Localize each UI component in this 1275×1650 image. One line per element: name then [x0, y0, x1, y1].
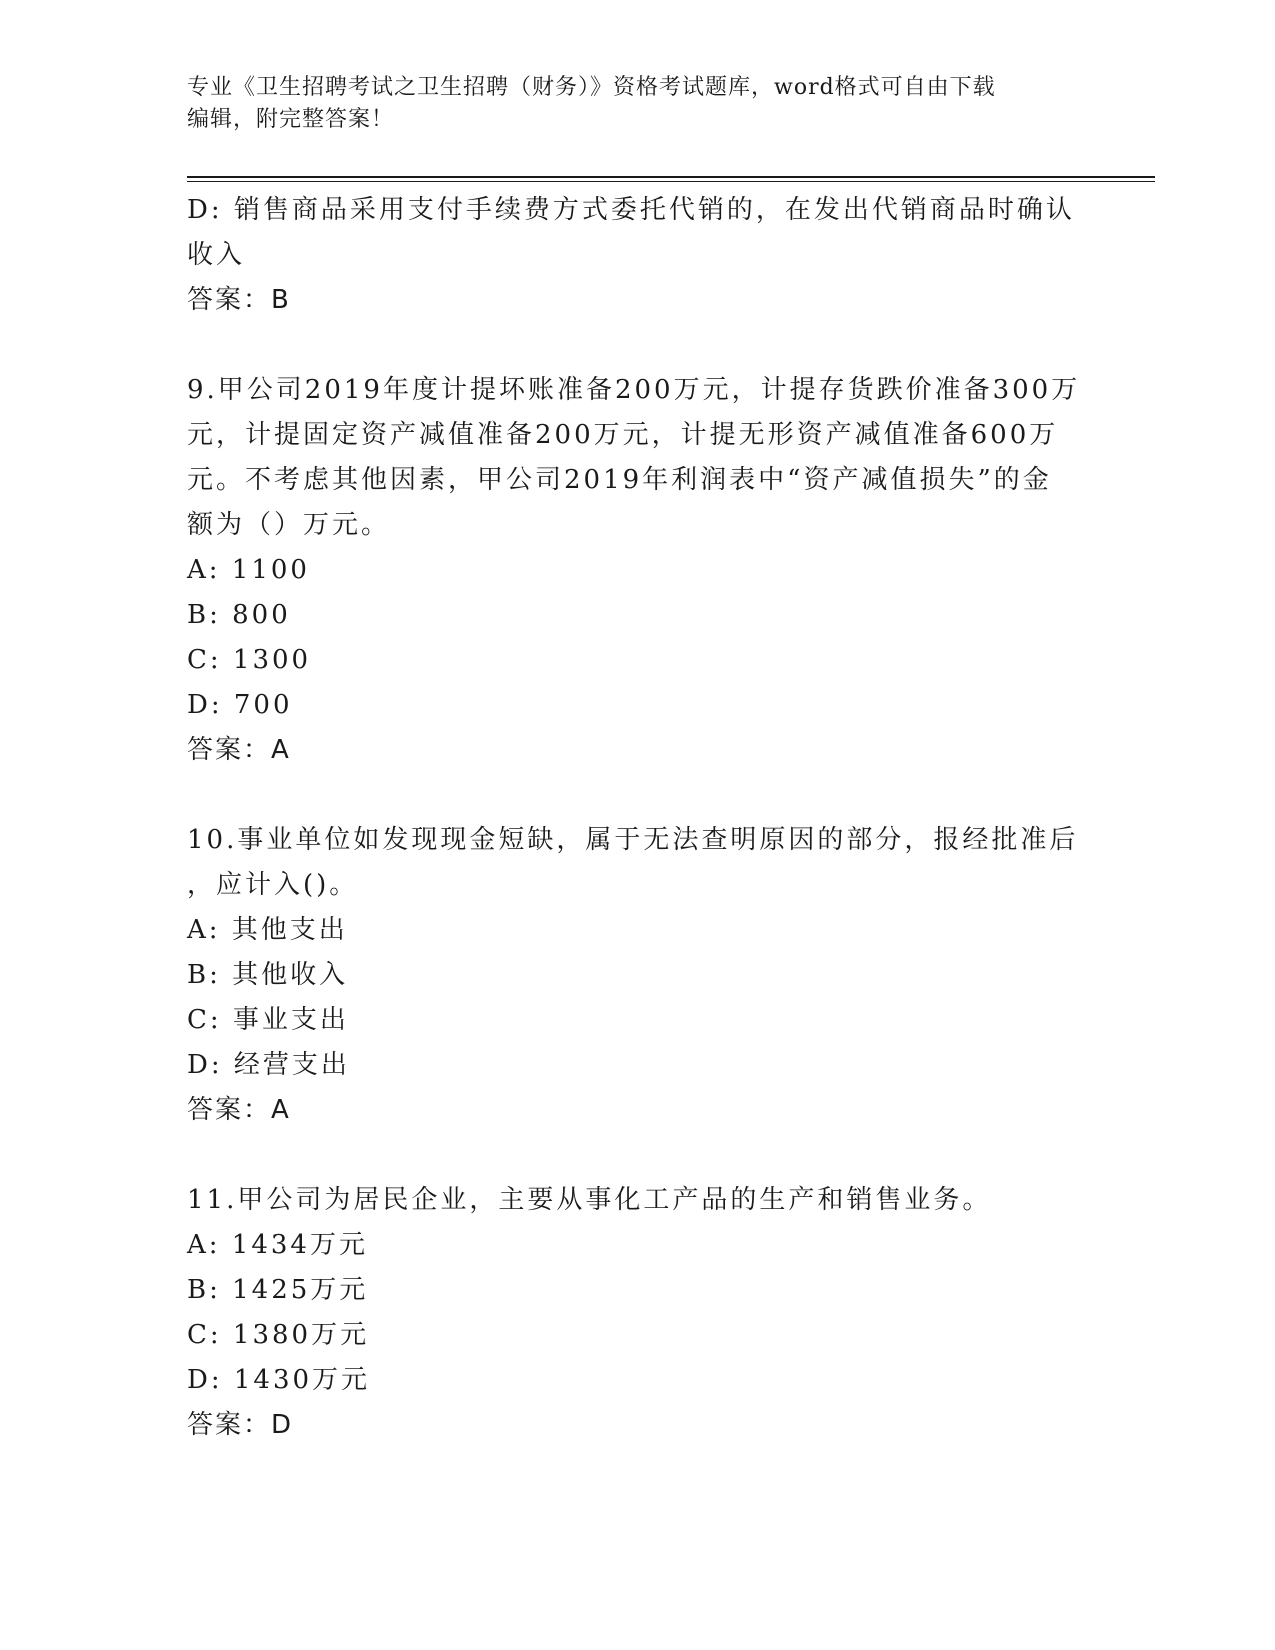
option-b: B: 1425万元 — [187, 1275, 369, 1305]
question-stem: 9.甲公司2019年度计提坏账准备200万元，计提存货跌价准备300万 — [187, 375, 1081, 405]
option-a: A: 其他支出 — [187, 915, 348, 945]
question-stem: 额为（）万元。 — [187, 510, 391, 540]
spacer — [187, 773, 1067, 818]
question-stem: 元。不考虑其他因素，甲公司2019年利润表中“资产减值损失”的金 — [187, 465, 1052, 495]
question-stem: 10.事业单位如发现现金短缺，属于无法查明原因的部分，报经批准后 — [187, 825, 1079, 855]
option-c: C: 1300 — [187, 645, 312, 675]
question-stem: 11.甲公司为居民企业，主要从事化工产品的生产和销售业务。 — [187, 1185, 992, 1215]
question-8-tail — [187, 188, 1075, 323]
option-d: D: 经营支出 — [187, 1050, 350, 1080]
header-line-2: 编辑，附完整答案！ — [187, 107, 395, 132]
question-stem: ，应计入()。 — [187, 870, 359, 900]
question-stem: 元，计提固定资产减值准备200万元，计提无形资产减值准备600万 — [187, 420, 1059, 450]
option-a: A: 1434万元 — [187, 1230, 368, 1260]
answer-label: 答案：B — [187, 285, 291, 315]
answer-label: 答案：A — [187, 735, 291, 765]
question-10 — [187, 818, 1079, 1133]
option-d: D: 销售商品采用支付手续费方式委托代销的，在发出代销商品时确认 — [187, 195, 1075, 225]
spacer — [187, 1133, 1067, 1178]
answer-label: 答案：D — [187, 1410, 294, 1440]
option-a: A: 1100 — [187, 555, 310, 585]
header-divider — [187, 176, 1155, 182]
option-d-continued: 收入 — [187, 240, 246, 270]
page-header — [187, 72, 1067, 136]
option-b: B: 其他收入 — [187, 960, 349, 990]
option-d: D: 700 — [187, 690, 293, 720]
question-list — [187, 188, 1081, 1448]
option-d: D: 1430万元 — [187, 1365, 371, 1395]
option-c: C: 1380万元 — [187, 1320, 370, 1350]
answer-label: 答案：A — [187, 1095, 291, 1125]
option-b: B: 800 — [187, 600, 291, 630]
question-9 — [187, 368, 1081, 773]
header-line-1: 专业《卫生招聘考试之卫生招聘（财务）》资格考试题库，word格式可自由下载 — [187, 75, 996, 100]
question-11 — [187, 1178, 1067, 1448]
spacer — [187, 323, 1067, 368]
option-c: C: 事业支出 — [187, 1005, 349, 1035]
